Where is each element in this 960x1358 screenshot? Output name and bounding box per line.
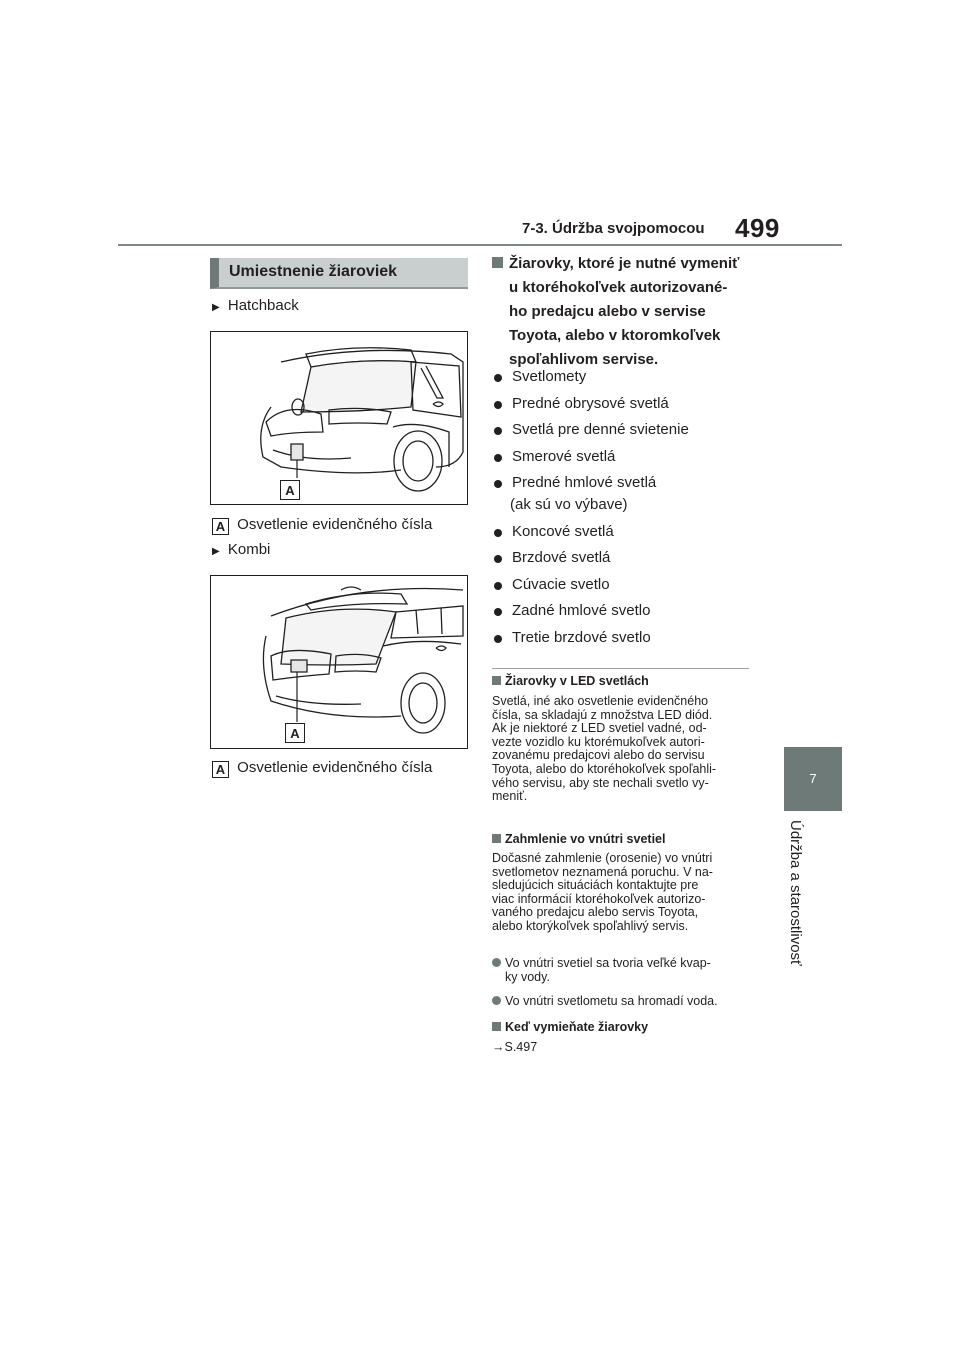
heading-text: Žiarovky, ktoré je nutné vymeniť	[509, 255, 740, 272]
heading-line: Toyota, alebo v ktoromkoľvek	[509, 327, 721, 344]
chapter-number-tab: 7	[784, 747, 842, 811]
note-line: zovanému predajcovi alebo do servisu	[492, 748, 705, 763]
note-heading-text: Keď vymieňate žiarovky	[505, 1020, 649, 1034]
bullet-dot-icon	[494, 480, 502, 488]
list-item-text: Svetlomety	[512, 368, 587, 385]
list-item	[492, 629, 651, 646]
heading-line: ho predajcu alebo v servise	[509, 303, 706, 320]
heading-line: u ktoréhokoľvek autorizované-	[509, 279, 728, 296]
notes-divider	[492, 668, 749, 669]
triangle-bullet-icon: ▶	[212, 302, 220, 313]
heading-line	[492, 252, 739, 276]
note-line: Vo vnútri svetiel sa tvoria veľké kvap-	[505, 956, 711, 970]
bullet-dot-icon	[494, 374, 502, 382]
note-heading-led	[492, 674, 649, 688]
square-bullet-icon	[492, 834, 501, 843]
bullet-dot-icon	[494, 608, 502, 616]
note-line: vezte vozidlo ku ktorémukoľvek autori-	[492, 734, 705, 749]
bullet-dot-icon	[494, 454, 502, 462]
kombi-rear-illustration	[210, 575, 468, 749]
heading-line: spoľahlivom servise.	[509, 351, 659, 368]
bullet-dot-icon	[492, 958, 501, 967]
list-item	[492, 474, 656, 491]
chapter-title-vertical	[780, 820, 808, 1000]
header-divider	[118, 244, 842, 246]
list-item-text: Tretie brzdové svetlo	[512, 629, 651, 646]
note-fog-bullet	[492, 995, 754, 1009]
list-item	[492, 549, 610, 566]
bullet-dot-icon	[494, 555, 502, 563]
note-heading-replace	[492, 1020, 648, 1034]
caption-a-badge: A	[212, 518, 229, 535]
bulbs-heading	[492, 252, 739, 372]
list-item	[492, 576, 610, 593]
hatchback-caption	[212, 516, 432, 535]
variant-hatchback-label	[212, 297, 299, 314]
bullet-dot-icon	[492, 996, 501, 1005]
list-item	[492, 421, 689, 438]
list-item	[492, 448, 615, 465]
list-item-text: Predné hmlové svetlá	[512, 474, 657, 491]
square-bullet-icon	[492, 676, 501, 685]
list-item	[492, 395, 669, 412]
list-item-subtext: (ak sú vo výbave)	[510, 496, 628, 513]
caption-text: Osvetlenie evidenčného čísla	[237, 516, 433, 533]
bullet-dot-icon	[494, 401, 502, 409]
callout-a-badge: A	[285, 723, 305, 743]
list-item-text: Smerové svetlá	[512, 448, 616, 465]
bullet-dot-icon	[494, 582, 502, 590]
kombi-car-drawing	[211, 576, 467, 748]
variant-label-text: Kombi	[227, 541, 271, 558]
triangle-bullet-icon: ▶	[212, 546, 220, 557]
bullet-dot-icon	[494, 529, 502, 537]
caption-text: Osvetlenie evidenčného čísla	[237, 759, 433, 776]
note-line: viac informácií ktoréhokoľvek autorizo-	[492, 891, 706, 906]
bullet-dot-icon	[494, 427, 502, 435]
list-item	[492, 523, 614, 540]
list-item	[492, 602, 650, 619]
hatchback-car-drawing	[211, 332, 467, 504]
variant-label-text: Hatchback	[227, 297, 299, 314]
variant-kombi-label	[212, 541, 270, 558]
note-line: alebo ktorýkoľvek spoľahlivý servis.	[492, 918, 689, 933]
note-line: vaného predajcu alebo servis Toyota,	[492, 905, 699, 920]
bullet-dot-icon	[494, 635, 502, 643]
list-item-text: Cúvacie svetlo	[512, 576, 610, 593]
hatchback-rear-illustration	[210, 331, 468, 505]
section-heading	[210, 258, 468, 289]
note-line: svetlometov neznamená poruchu. V na-	[492, 864, 713, 879]
list-item-text: Koncové svetlá	[512, 523, 614, 540]
note-line: sledujúcich situáciách kontaktujte pre	[492, 878, 699, 893]
list-item	[492, 368, 586, 385]
list-item-text: Svetlá pre denné svietenie	[512, 421, 689, 438]
caption-a-badge: A	[212, 761, 229, 778]
note-heading-fog	[492, 832, 665, 846]
note-line: Toyota, alebo do ktoréhokoľvek spoľahli-	[492, 761, 717, 776]
note-fog-bullet	[492, 957, 754, 984]
note-led-body	[492, 695, 754, 804]
section-title: 7-3. Údržba svojpomocou	[522, 220, 705, 237]
kombi-caption	[212, 759, 432, 778]
note-line: vého servisu, aby ste nechali svetlo vy-	[492, 775, 709, 790]
list-item-text: Brzdové svetlá	[512, 549, 611, 566]
list-item-text: Predné obrysové svetlá	[512, 395, 669, 412]
page-reference-link[interactable]: →S.497	[492, 1040, 538, 1054]
note-line: Vo vnútri svetlometu sa hromadí voda.	[505, 994, 718, 1008]
note-fog-body	[492, 852, 754, 934]
note-line: Ak je niektoré z LED svetiel vadné, od-	[492, 721, 707, 736]
callout-a-badge: A	[280, 480, 300, 500]
note-line: čísla, sa skladajú z množstva LED diód.	[492, 707, 713, 722]
square-bullet-icon	[492, 257, 503, 268]
section-heading-text: Umiestnenie žiaroviek	[229, 263, 398, 280]
note-heading-text: Zahmlenie vo vnútri svetiel	[505, 832, 666, 846]
list-item-text: Zadné hmlové svetlo	[512, 602, 651, 619]
square-bullet-icon	[492, 1022, 501, 1031]
note-line: Dočasné zahmlenie (orosenie) vo vnútri	[492, 851, 713, 865]
note-line: ky vody.	[505, 969, 550, 984]
note-line: meniť.	[492, 789, 528, 804]
note-heading-text: Žiarovky v LED svetlách	[505, 674, 649, 688]
chapter-title: Údržba a starostlivosť	[787, 820, 804, 966]
note-line: Svetlá, iné ako osvetlenie evidenčného	[492, 694, 709, 708]
page-number: 499	[735, 213, 780, 243]
